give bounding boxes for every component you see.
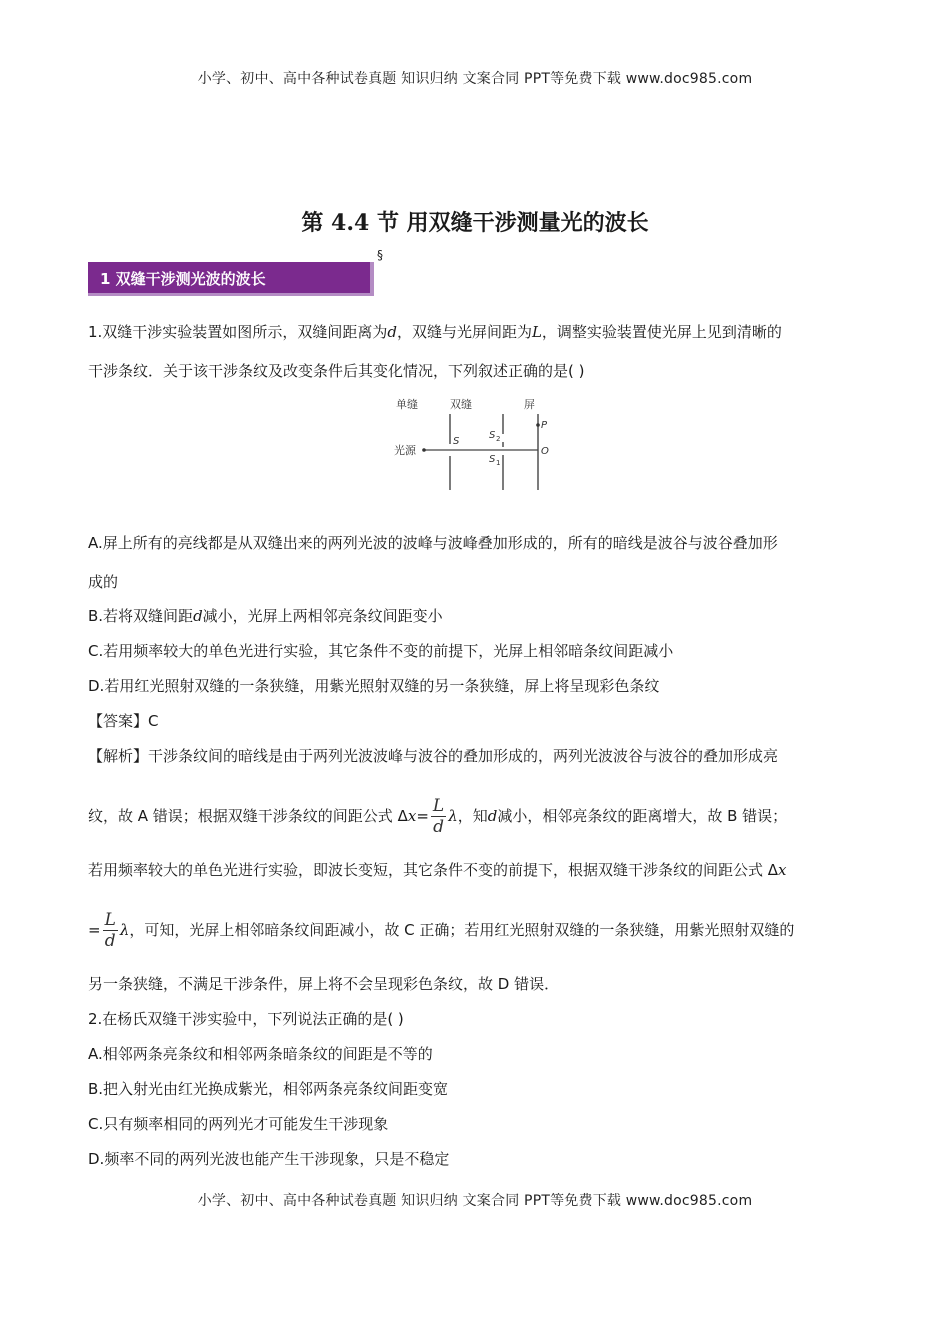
label-P: P — [541, 420, 548, 431]
formula-fraction: $\frac{L}{d}$ — [432, 796, 445, 837]
label-double-slit: 双缝 — [450, 398, 472, 411]
q1-option-d: D.若用红光照射双缝的一条狭缝，用紫光照射双缝的另一条狭缝，屏上将呈现彩色条纹 — [88, 677, 660, 695]
q2-option-d: D.频率不同的两列光波也能产生干涉现象，只是不稳定 — [88, 1150, 450, 1168]
q2-option-c: C.只有频率相同的两列光才可能发生干涉现象 — [88, 1115, 389, 1133]
q1-explanation-line1: 【解析】干涉条纹间的暗线是由于两列光波波峰与波谷的叠加形成的，两列光波波谷与波谷的叠加形成亮 — [88, 747, 779, 765]
page-title: 第 4.4 节 用双缝干涉测量光的波长 — [301, 210, 649, 236]
q1-option-a-line2: 成的 — [88, 573, 119, 591]
label-S1: S — [489, 454, 496, 465]
q2-stem: 2.在杨氏双缝干涉实验中，下列说法正确的是( ) — [88, 1010, 404, 1028]
page-footer: 小学、初中、高中各种试卷真题 知识归纳 文案合同 PPT等免费下载 www.doc985.com — [197, 1193, 753, 1209]
q1-option-a-line1: A.屏上所有的亮线都是从双缝出来的两列光波的波峰与波峰叠加形成的，所有的暗线是波谷与波谷叠加形 — [88, 534, 778, 552]
label-S1-sub: 1 — [496, 459, 501, 467]
section-symbol: § — [377, 248, 383, 262]
label-S: S — [453, 436, 460, 447]
q1-answer: 【答案】C — [88, 712, 159, 730]
q1-explanation-line3: 若用频率较大的单色光进行实验，即波长变短，其它条件不变的前提下，根据双缝干涉条纹的间距公式 Δx — [88, 861, 787, 879]
double-slit-diagram — [390, 392, 560, 498]
label-S2-sub: 2 — [496, 435, 501, 443]
q1-option-b: B.若将双缝间距d减小，光屏上两相邻亮条纹间距变小 — [88, 607, 443, 625]
page-header: 小学、初中、高中各种试卷真题 知识归纳 文案合同 PPT等免费下载 www.doc985.com — [197, 71, 753, 87]
q1-stem-line2: 干涉条纹．关于该干涉条纹及改变条件后其变化情况，下列叙述正确的是( ) — [88, 362, 585, 380]
q1-explanation-line5: 另一条狭缝，不满足干涉条件，屏上将不会呈现彩色条纹，故 D 错误． — [88, 975, 560, 993]
q1-stem-line1: 1.双缝干涉实验装置如图所示，双缝间距离为d，双缝与光屏间距为L，调整实验装置使光屏上见到清晰的 — [88, 323, 782, 341]
label-S2: S — [489, 430, 496, 441]
label-screen: 屏 — [524, 398, 535, 411]
formula-fraction-2: $\frac{L}{d}$ — [104, 910, 116, 951]
label-O: O — [541, 446, 549, 457]
label-light-source: 光源 — [394, 444, 416, 457]
section-heading: 1 双缝干涉测光波的波长 — [88, 262, 374, 296]
q1-option-c: C.若用频率较大的单色光进行实验，其它条件不变的前提下，光屏上相邻暗条纹间距减小 — [88, 642, 674, 660]
q1-explanation-line2: 纹，故 A 错误；根据双缝干涉条纹的间距公式 Δx= $\frac{L}{d}$ λ，知d减小，相邻亮条纹的距离增大，故 B 错误； — [88, 796, 788, 837]
q2-option-b: B.把入射光由红光换成紫光，相邻两条亮条纹间距变宽 — [88, 1080, 449, 1098]
label-single-slit: 单缝 — [396, 398, 418, 411]
q1-explanation-line4: = $\frac{L}{d}$ λ，可知，光屏上相邻暗条纹间距减小，故 C 正确；若用红光照射双缝的一条狭缝，用紫光照射双缝的 — [88, 910, 795, 951]
q2-option-a: A.相邻两条亮条纹和相邻两条暗条纹的间距是不等的 — [88, 1045, 433, 1063]
